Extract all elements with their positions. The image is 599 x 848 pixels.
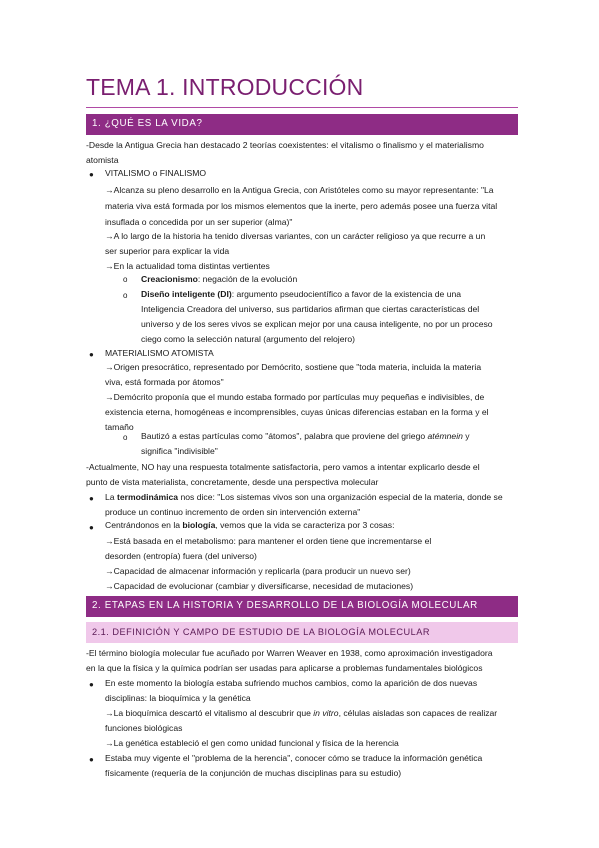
- intro-line-2: atomista: [86, 155, 119, 165]
- section-1-header: [86, 114, 518, 135]
- s2-bullet-1-line-4: funciones biológicas: [105, 723, 183, 733]
- vitalismo-line-4: →A lo largo de la historia ha tenido diversas variantes, con un carácter religioso ya que recurre a un: [105, 231, 486, 241]
- materialismo-line-4: existencia eterna, homogéneas e incomprensibles, cuyas únicas diferencias estaban en la forma y el: [105, 407, 489, 417]
- di-desc: : argumento pseudocientífico a favor de la existencia de una: [231, 289, 462, 299]
- actualmente-line-2: punto de vista materialista, concretamente, desde una perspectiva molecular: [86, 477, 379, 487]
- subsection-2-1-header: [86, 622, 518, 643]
- section-2-heading: 2. ETAPAS EN LA HISTORIA Y DESARROLLO DE LA BIOLOGÍA MOLECULAR: [92, 600, 478, 611]
- biologia-line: [105, 518, 394, 534]
- materialismo-line-5: tamaño: [105, 422, 134, 432]
- intro-line-1: -Desde la Antigua Grecia han destacado 2 teorías coexistentes: el vitalismo o finalismo y el materialismo: [86, 140, 484, 150]
- materialismo-line-1: →Origen presocrático, representado por Demócrito, sostiene que "toda materia, incluida la materia: [105, 362, 482, 372]
- in-vitro-term: in vitro: [313, 708, 339, 718]
- di-line-1: [141, 287, 461, 303]
- biologia-point-1a: →Está basada en el metabolismo: para mantener el orden tiene que incrementarse el: [105, 536, 432, 546]
- atomos-text-b: y: [462, 431, 470, 441]
- s2-bullet-1-line-3: [105, 706, 497, 722]
- creacionismo-desc: : negación de la evolución: [197, 274, 298, 284]
- bullet-icon: ●: [89, 494, 94, 503]
- bullet-icon: ●: [89, 350, 94, 359]
- termo-text-a: La: [105, 492, 117, 502]
- s2-bullet-2-line-1: Estaba muy vigente el "problema de la herencia", conocer cómo se traduce la información genética: [105, 753, 483, 763]
- materialismo-title: MATERIALISMO ATOMISTA: [105, 348, 214, 358]
- di-line-3: universo y de los seres vivos se explican mejor por una causa inteligente, no por un proceso: [141, 319, 493, 329]
- vitalismo-title: VITALISMO o FINALISMO: [105, 168, 207, 178]
- termodinamica-line-1: [105, 490, 503, 506]
- vitalismo-line-3: insuflada o concedida por un ser superior (alma)": [105, 217, 293, 227]
- termodinamica-line-2: produce un continuo incremento de orden sin intervención externa": [105, 507, 361, 517]
- vitalismo-line-2: materia viva está formada por los mismos elementos que la inerte, pero además posee una fuerza vital: [105, 201, 498, 211]
- circle-bullet-icon: o: [123, 291, 128, 300]
- di-term: Diseño inteligente (DI): [141, 289, 232, 299]
- bioquimica-text-b: , células aisladas son capaces de realizar: [338, 708, 498, 718]
- s2-bullet-1-line-2: disciplinas: la bioquímica y la genética: [105, 693, 251, 703]
- biologia-term: biología: [182, 520, 216, 530]
- bio-text-b: , vemos que la vida se caracteriza por 3 cosas:: [215, 520, 395, 530]
- s2-paragraph-line-1: -El término biología molecular fue acuñado por Warren Weaver en 1938, como aproximación investigadora: [86, 648, 493, 658]
- atomos-text-a: Bautizó a estas partículas como "átomos", palabra que proviene del griego: [141, 431, 428, 441]
- vitalismo-line-5: ser superior para explicar la vida: [105, 246, 230, 256]
- di-line-4: ciego como la selección natural (argumento del relojero): [141, 334, 356, 344]
- actualmente-line-1: -Actualmente, NO hay una respuesta totalmente satisfactoria, pero vamos a intentar explicarlo desde el: [86, 462, 480, 472]
- title-underline: [86, 107, 518, 108]
- subsection-2-1-heading: 2.1. DEFINICIÓN Y CAMPO DE ESTUDIO DE LA BIOLOGÍA MOLECULAR: [92, 627, 431, 637]
- materialismo-line-3: →Demócrito proponía que el mundo estaba formado por partículas muy pequeñas e indivisibles, de: [105, 392, 485, 402]
- creacionismo-line: [141, 272, 297, 288]
- termo-text-b: nos dice: "Los sistemas vivos son una organización especial de la materia, donde se: [178, 492, 503, 502]
- bullet-icon: ●: [89, 680, 94, 689]
- biologia-point-1b: desorden (entropía) fuera (del universo): [105, 551, 257, 561]
- bio-text-a: Centrándonos en la: [105, 520, 183, 530]
- section-1-heading: 1. ¿QUÉ ES LA VIDA?: [92, 118, 203, 129]
- atemnein-term: atémnein: [427, 431, 463, 441]
- biologia-point-2: →Capacidad de almacenar información y replicarla (para producir un nuevo ser): [105, 566, 411, 576]
- circle-bullet-icon: o: [123, 275, 128, 284]
- vitalismo-line-1: →Alcanza su pleno desarrollo en la Antigua Grecia, con Aristóteles como su mayor representante: "La: [105, 185, 494, 195]
- materialismo-line-2: viva, está formada por átomos": [105, 377, 224, 387]
- bullet-icon: ●: [89, 170, 94, 179]
- circle-bullet-icon: o: [123, 433, 128, 442]
- bullet-icon: ●: [89, 523, 94, 532]
- atomos-line-2: significa "indivisible": [141, 446, 218, 456]
- di-line-2: Inteligencia Creadora del universo, sus partidarios afirman que ciertas características del: [141, 304, 480, 314]
- page-title: TEMA 1. INTRODUCCIÓN: [86, 74, 364, 100]
- bioquimica-text-a: →La bioquímica descartó el vitalismo al descubrir que: [105, 708, 314, 718]
- s2-bullet-1-line-5: →La genética estableció el gen como unidad funcional y física de la herencia: [105, 738, 399, 748]
- section-2-header: [86, 596, 518, 617]
- creacionismo-term: Creacionismo: [141, 274, 198, 284]
- s2-paragraph-line-2: en la que la física y la química podrían ser usadas para aplicarse a problemas fundamentales biológicos: [86, 663, 483, 673]
- biologia-point-3: →Capacidad de evolucionar (cambiar y diversificarse, necesidad de mutaciones): [105, 581, 414, 591]
- vitalismo-line-6: →En la actualidad toma distintas vertientes: [105, 261, 270, 271]
- s2-bullet-2-line-2: físicamente (requería de la conjunción de muchas disciplinas para su estudio): [105, 768, 402, 778]
- atomos-line-1: [141, 429, 470, 445]
- bullet-icon: ●: [89, 755, 94, 764]
- s2-bullet-1-line-1: En este momento la biología estaba sufriendo muchos cambios, como la aparición de dos nuevas: [105, 678, 478, 688]
- termodinamica-term: termodinámica: [116, 492, 179, 502]
